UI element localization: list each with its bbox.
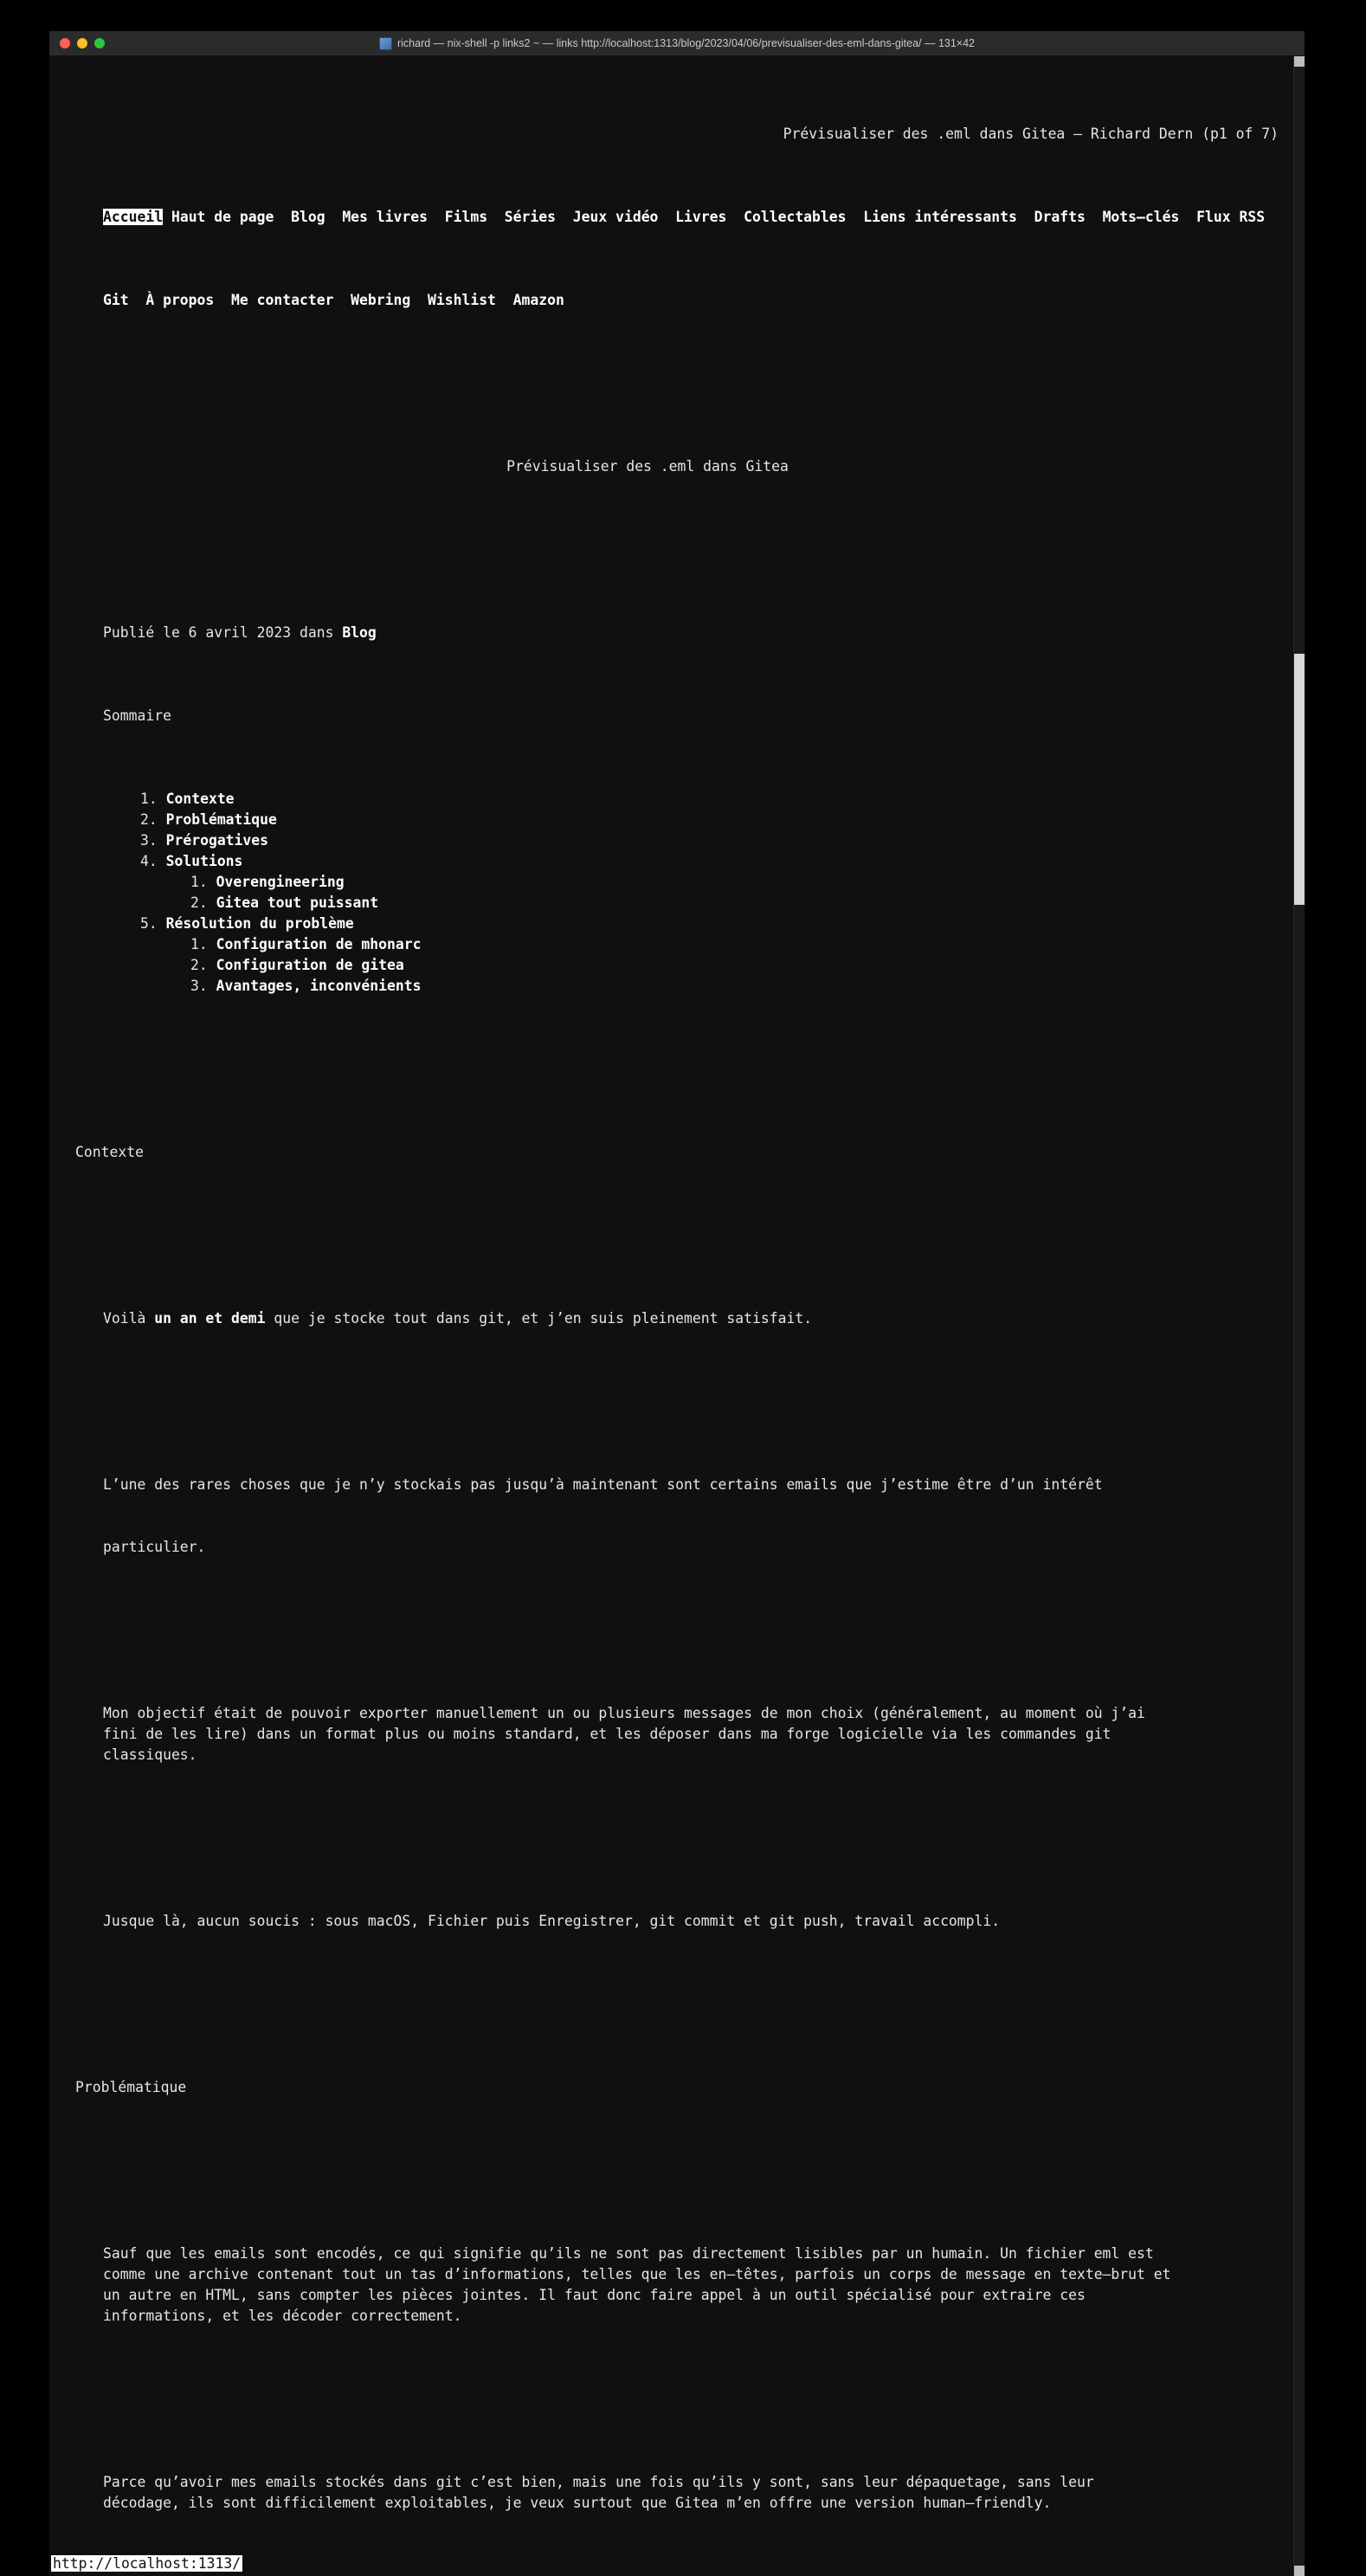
toc-item-number: 2. — [190, 894, 216, 911]
toc-item-label[interactable]: Problématique — [165, 811, 277, 828]
toc-item[interactable] — [51, 893, 1305, 914]
p1-part2: que je stocke tout dans git, et j’en suis pleinement satisfait. — [265, 1310, 813, 1327]
browser-menu-row-2[interactable]: Git À propos Me contacter Webring Wishlist Amazon — [103, 292, 564, 308]
toc-item-label[interactable]: Overengineering — [216, 874, 345, 890]
toc-item-label[interactable]: Contexte — [165, 791, 235, 807]
heading-problematique: Problématique — [75, 2079, 187, 2095]
browser-statusbar — [49, 2553, 242, 2574]
paragraph-3-line-2: fini de les lire) dans un format plus ou moins standard, et les déposer dans ma forge logicielle via les commandes git — [103, 1726, 1111, 1742]
heading-contexte: Contexte — [75, 1144, 144, 1160]
terminal-icon — [379, 37, 392, 50]
toc-item-number: 1. — [140, 791, 166, 807]
minimize-button[interactable] — [77, 38, 87, 48]
window-titlebar[interactable] — [49, 31, 1305, 56]
toc-item[interactable] — [51, 914, 1305, 934]
paragraph-5 — [51, 2244, 1305, 2327]
toc-item-label[interactable]: Avantages, inconvénients — [216, 978, 422, 994]
toc-item-label[interactable]: Solutions — [165, 853, 243, 869]
toc-item-number: 5. — [140, 915, 166, 932]
spacer-5 — [51, 1391, 1305, 1412]
paragraph-3-line-1: Mon objectif était de pouvoir exporter manuellement un ou plusieurs messages de mon choix (généralement, au moment où j’ai — [103, 1705, 1145, 1721]
paragraph-3 — [51, 1703, 1305, 1766]
toc-item[interactable] — [51, 872, 1305, 893]
table-of-contents — [51, 789, 1305, 997]
scroll-down-arrow[interactable] — [1294, 2566, 1305, 2576]
scroll-up-arrow[interactable] — [1294, 56, 1305, 67]
paragraph-3-line-3: classiques. — [103, 1746, 197, 1763]
toc-item[interactable] — [51, 976, 1305, 997]
links-browser-page — [49, 61, 1305, 2576]
toc-item-number: 4. — [140, 853, 166, 869]
menu-items-rest[interactable]: Haut de page Blog Mes livres Films Séries Jeux vidéo Livres Collectables Liens intéressants Drafts Mots—clés Flux RSS — [171, 209, 1266, 225]
toc-item-label[interactable]: Configuration de gitea — [216, 957, 404, 973]
paragraph-6-line-1: Parce qu’avoir mes emails stockés dans git c’est bien, mais une fois qu’ils y sont, sans leur dépaquetage, sans leur — [103, 2474, 1094, 2490]
toc-item[interactable] — [51, 851, 1305, 872]
toc-item-label[interactable]: Configuration de mhonarc — [216, 936, 422, 952]
toc-item-number: 3. — [190, 978, 216, 994]
toc-item-number: 2. — [190, 957, 216, 973]
terminal-viewport[interactable] — [49, 56, 1305, 2576]
spacer-7 — [51, 1828, 1305, 1849]
toc-item[interactable] — [51, 934, 1305, 955]
toc-item[interactable] — [51, 955, 1305, 976]
paragraph-5-line-1: Sauf que les emails sont encodés, ce qui signifie qu’ils ne sont pas directement lisibles par un humain. Un fichier eml est — [103, 2245, 1154, 2262]
window-title: richard — nix-shell -p links2 ~ — links http://localhost:1313/blog/2023/04/06/previsualiser-des-eml-dans-gitea/ — 131×42 — [396, 37, 976, 49]
p1-part1: Voilà — [103, 1310, 155, 1327]
toc-item[interactable] — [51, 830, 1305, 851]
paragraph-5-line-3: un autre en HTML, sans compter les pièces jointes. Il faut donc faire appel à un outil spécialisé pour extraire ces — [103, 2287, 1086, 2303]
page-meta-category[interactable]: Blog — [342, 624, 377, 641]
toc-item-number: 1. — [190, 874, 216, 890]
spacer-9 — [51, 2160, 1305, 2181]
toc-item-label[interactable]: Prérogatives — [165, 832, 269, 849]
toc-item-number: 2. — [140, 811, 166, 828]
p1-bold-link[interactable]: un an et demi — [154, 1310, 266, 1327]
toc-item[interactable] — [51, 789, 1305, 810]
paragraph-6 — [51, 2472, 1305, 2514]
spacer-4 — [51, 1225, 1305, 1246]
terminal-window — [49, 31, 1305, 2572]
scrollbar-thumb[interactable] — [1294, 654, 1305, 905]
spacer-8 — [51, 1994, 1305, 2015]
paragraph-6-line-2: décodage, ils sont difficilement exploitables, je veux surtout que Gitea m’en offre une version human—friendly. — [103, 2495, 1052, 2511]
toc-item-number: 1. — [190, 936, 216, 952]
paragraph-4-line-1: Jusque là, aucun soucis : sous macOS, Fichier puis Enregistrer, git commit et git push, travail accompli. — [103, 1913, 1001, 1929]
paragraph-2-line-2: particulier. — [103, 1539, 206, 1555]
spacer-10 — [51, 2389, 1305, 2410]
browser-menu-row-1[interactable] — [51, 207, 1305, 228]
spacer-6 — [51, 1620, 1305, 1641]
spacer-3 — [51, 1059, 1305, 1080]
paragraph-1 — [51, 1308, 1305, 1329]
browser-header-title: Prévisualiser des .eml dans Gitea – Richard Dern (p1 of 7) — [783, 126, 1279, 142]
scrollbar[interactable] — [1293, 56, 1305, 2576]
spacer-1 — [51, 373, 1305, 394]
spacer-2 — [51, 539, 1305, 560]
page-meta-text: Publié le 6 avril 2023 dans — [103, 624, 343, 641]
page-meta — [51, 623, 1305, 643]
page-title: Prévisualiser des .eml dans Gitea — [506, 458, 789, 475]
zoom-button[interactable] — [94, 38, 105, 48]
toc-item-label[interactable]: Résolution du problème — [165, 915, 354, 932]
toc-item[interactable] — [51, 810, 1305, 830]
menu-item-accueil[interactable]: Accueil — [103, 209, 164, 225]
toc-label: Sommaire — [103, 707, 171, 724]
window-controls[interactable] — [60, 38, 105, 48]
paragraph-5-line-4: informations, et les décoder correctement. — [103, 2308, 462, 2324]
close-button[interactable] — [60, 38, 70, 48]
status-url: http://localhost:1313/ — [53, 2555, 242, 2572]
toc-item-number: 3. — [140, 832, 166, 849]
paragraph-2-line-1: L’une des rares choses que je n’y stockais pas jusqu’à maintenant sont certains emails que j’estime être d’un intérêt — [103, 1476, 1103, 1493]
paragraph-4 — [51, 1911, 1305, 1932]
paragraph-5-line-2: comme une archive contenant tout un tas d’informations, telles que les en—têtes, parfois un corps de message en texte—brut et — [103, 2266, 1171, 2282]
toc-item-label[interactable]: Gitea tout puissant — [216, 894, 379, 911]
window-title-area — [49, 37, 1305, 50]
